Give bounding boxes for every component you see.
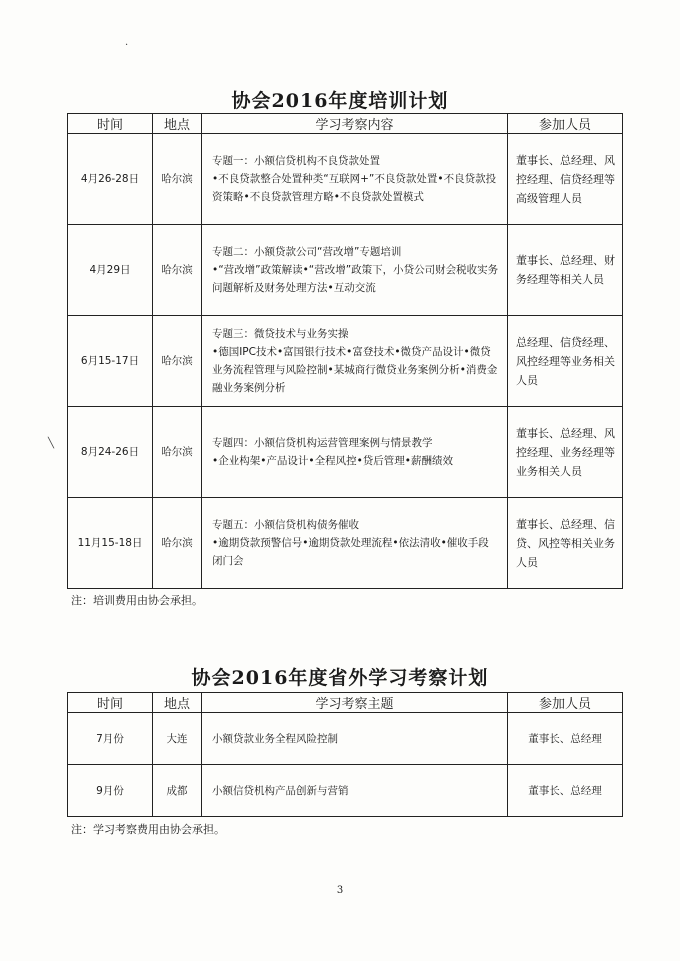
row-content [202, 134, 508, 225]
row-participants: 董事长、总经理、风控经理、信贷经理等高级管理人员 [508, 134, 623, 225]
row-date: 7月份 [68, 713, 153, 765]
row-place: 成都 [153, 765, 202, 817]
row-details: •企业构架•产品设计•全程风控•贷后管理•薪酬绩效 [212, 455, 453, 467]
row-topic: 专题三：微贷技术与业务实操 [212, 328, 349, 340]
header-place: 地点 [153, 693, 202, 713]
table-row [68, 134, 623, 225]
row-participants: 董事长、总经理、风控经理、业务经理等业务相关人员 [508, 407, 623, 498]
row-participants: 总经理、信贷经理、风控经理等业务相关人员 [508, 316, 623, 407]
study-plan-title: 协会2016年度省外学习考察计划 [191, 667, 489, 689]
row-place: 哈尔滨 [153, 316, 202, 407]
table-row [68, 498, 623, 589]
row-place: 哈尔滨 [153, 407, 202, 498]
header-participants: 参加人员 [508, 114, 623, 134]
row-participants: 董事长、总经理 [508, 713, 623, 765]
row-topic: 专题五：小额信贷机构债务催收 [212, 519, 359, 531]
row-content [202, 225, 508, 316]
scan-mark: · [125, 40, 129, 51]
row-place: 哈尔滨 [153, 498, 202, 589]
table-row [68, 713, 623, 765]
row-date: 4月26-28日 [68, 134, 153, 225]
row-participants: 董事长、总经理、信贷、风控等相关业务人员 [508, 498, 623, 589]
row-date: 8月24-26日 [68, 407, 153, 498]
row-details: •“营改增”政策解读•“营改增”政策下，小贷公司财会税收实务问题解析及财务处理方法•互动交流 [212, 264, 499, 294]
header-time: 时间 [68, 114, 153, 134]
page-number: 3 [336, 885, 344, 896]
row-details: •不良贷款整合处置种类“互联网+”不良贷款处置•不良贷款投资策略•不良贷款管理方略•不良贷款处置模式 [212, 173, 497, 203]
row-date: 6月15-17日 [68, 316, 153, 407]
row-participants: 董事长、总经理 [508, 765, 623, 817]
row-content [202, 498, 508, 589]
scan-mark: ╲ [48, 438, 55, 449]
row-content [202, 316, 508, 407]
row-participants: 董事长、总经理、财务经理等相关人员 [508, 225, 623, 316]
header-place: 地点 [153, 114, 202, 134]
row-details: •逾期贷款预警信号•逾期贷款处理流程•依法清收•催收手段闭门会 [212, 537, 489, 567]
row-content [202, 407, 508, 498]
row-topic: 专题一：小额信贷机构不良贷款处置 [212, 155, 380, 167]
table-header-row [68, 114, 623, 134]
row-date: 4月29日 [68, 225, 153, 316]
training-plan-title: 协会2016年度培训计划 [231, 90, 449, 112]
training-note: 注：培训费用由协会承担。 [71, 594, 203, 607]
header-theme: 学习考察主题 [202, 693, 508, 713]
row-topic: 专题二：小额贷款公司“营改增”专题培训 [212, 246, 402, 258]
table-row [68, 225, 623, 316]
study-note: 注：学习考察费用由协会承担。 [71, 823, 225, 836]
header-content: 学习考察内容 [202, 114, 508, 134]
table-row [68, 407, 623, 498]
row-place: 哈尔滨 [153, 134, 202, 225]
header-time: 时间 [68, 693, 153, 713]
table-row [68, 316, 623, 407]
row-date: 9月份 [68, 765, 153, 817]
row-details: •德国IPC技术•富国银行技术•富登技术•微贷产品设计•微贷业务流程管理与风险控制•某城商行微贷业务案例分析•消费金融业务案例分析 [212, 346, 498, 394]
study-plan-table [67, 692, 623, 817]
row-theme: 小额信贷机构产品创新与营销 [202, 765, 508, 817]
row-place: 大连 [153, 713, 202, 765]
table-row [68, 765, 623, 817]
row-theme: 小额贷款业务全程风险控制 [202, 713, 508, 765]
training-plan-table [67, 113, 623, 589]
header-participants: 参加人员 [508, 693, 623, 713]
table-header-row [68, 693, 623, 713]
row-topic: 专题四：小额信贷机构运营管理案例与情景教学 [212, 437, 433, 449]
row-date: 11月15-18日 [68, 498, 153, 589]
row-place: 哈尔滨 [153, 225, 202, 316]
